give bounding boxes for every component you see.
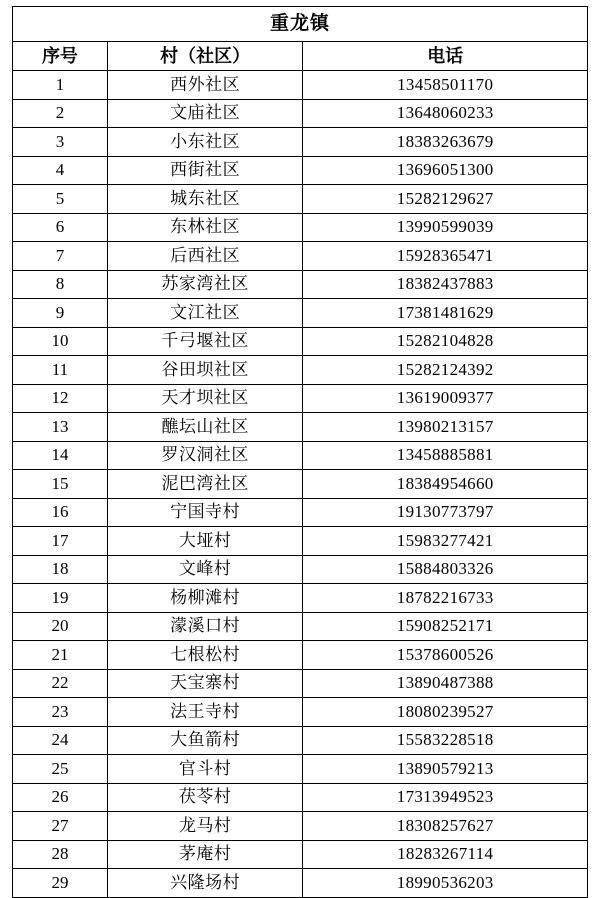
cell-village: 天才坝社区 (107, 384, 303, 413)
cell-phone: 15282129627 (303, 185, 588, 214)
cell-village: 千弓堰社区 (107, 327, 303, 356)
cell-village: 城东社区 (107, 185, 303, 214)
cell-phone: 18382437883 (303, 270, 588, 299)
cell-index: 12 (13, 384, 108, 413)
cell-village: 小东社区 (107, 128, 303, 157)
cell-phone: 15583228518 (303, 726, 588, 755)
table-row (13, 384, 588, 413)
table-row (13, 869, 588, 898)
table-row (13, 498, 588, 527)
table-body (13, 7, 588, 898)
table-row (13, 726, 588, 755)
cell-village: 宁国寺村 (107, 498, 303, 527)
cell-index: 17 (13, 527, 108, 556)
cell-phone: 19130773797 (303, 498, 588, 527)
table-row (13, 584, 588, 613)
table-row (13, 413, 588, 442)
cell-phone: 13458885881 (303, 441, 588, 470)
cell-index: 24 (13, 726, 108, 755)
table-header-row (13, 42, 588, 71)
cell-index: 21 (13, 641, 108, 670)
table-row (13, 698, 588, 727)
column-header-phone: 电话 (303, 42, 588, 71)
table-row (13, 128, 588, 157)
cell-index: 23 (13, 698, 108, 727)
table-row (13, 185, 588, 214)
cell-index: 29 (13, 869, 108, 898)
cell-phone: 18990536203 (303, 869, 588, 898)
table-row (13, 783, 588, 812)
table-row (13, 242, 588, 271)
cell-phone: 17313949523 (303, 783, 588, 812)
cell-village: 茯苓村 (107, 783, 303, 812)
cell-index: 2 (13, 99, 108, 128)
cell-village: 苏家湾社区 (107, 270, 303, 299)
cell-village: 大鱼箭村 (107, 726, 303, 755)
cell-village: 谷田坝社区 (107, 356, 303, 385)
cell-index: 10 (13, 327, 108, 356)
cell-village: 泥巴湾社区 (107, 470, 303, 499)
cell-phone: 17381481629 (303, 299, 588, 328)
cell-phone: 18080239527 (303, 698, 588, 727)
cell-phone: 13619009377 (303, 384, 588, 413)
cell-index: 13 (13, 413, 108, 442)
table-row (13, 356, 588, 385)
table-row (13, 71, 588, 100)
table-row (13, 299, 588, 328)
cell-phone: 15282124392 (303, 356, 588, 385)
cell-village: 罗汉洞社区 (107, 441, 303, 470)
cell-village: 濛溪口村 (107, 612, 303, 641)
cell-phone: 13648060233 (303, 99, 588, 128)
cell-index: 5 (13, 185, 108, 214)
cell-index: 26 (13, 783, 108, 812)
cell-village: 茅庵村 (107, 840, 303, 869)
cell-village: 大垭村 (107, 527, 303, 556)
cell-phone: 18782216733 (303, 584, 588, 613)
cell-index: 1 (13, 71, 108, 100)
cell-index: 27 (13, 812, 108, 841)
cell-village: 后西社区 (107, 242, 303, 271)
column-header-index: 序号 (13, 42, 108, 71)
table-row (13, 669, 588, 698)
cell-village: 兴隆场村 (107, 869, 303, 898)
village-contact-table (12, 6, 588, 898)
cell-phone: 18384954660 (303, 470, 588, 499)
cell-phone: 13980213157 (303, 413, 588, 442)
cell-phone: 13890579213 (303, 755, 588, 784)
cell-village: 七根松村 (107, 641, 303, 670)
cell-phone: 18308257627 (303, 812, 588, 841)
cell-village: 醮坛山社区 (107, 413, 303, 442)
table-row (13, 641, 588, 670)
cell-phone: 13458501170 (303, 71, 588, 100)
cell-index: 7 (13, 242, 108, 271)
cell-phone: 15908252171 (303, 612, 588, 641)
table-row (13, 99, 588, 128)
table-row (13, 470, 588, 499)
cell-village: 文江社区 (107, 299, 303, 328)
cell-village: 东林社区 (107, 213, 303, 242)
cell-index: 25 (13, 755, 108, 784)
cell-village: 龙马村 (107, 812, 303, 841)
table-row (13, 755, 588, 784)
cell-village: 西街社区 (107, 156, 303, 185)
cell-phone: 15928365471 (303, 242, 588, 271)
cell-index: 15 (13, 470, 108, 499)
cell-index: 11 (13, 356, 108, 385)
table-row (13, 555, 588, 584)
cell-index: 19 (13, 584, 108, 613)
table-row (13, 441, 588, 470)
cell-village: 杨柳滩村 (107, 584, 303, 613)
cell-index: 6 (13, 213, 108, 242)
cell-index: 28 (13, 840, 108, 869)
cell-village: 法王寺村 (107, 698, 303, 727)
table-row (13, 156, 588, 185)
cell-village: 天宝寨村 (107, 669, 303, 698)
cell-village: 文峰村 (107, 555, 303, 584)
cell-index: 8 (13, 270, 108, 299)
cell-village: 西外社区 (107, 71, 303, 100)
cell-village: 文庙社区 (107, 99, 303, 128)
table-row (13, 270, 588, 299)
cell-index: 22 (13, 669, 108, 698)
cell-phone: 15884803326 (303, 555, 588, 584)
cell-village: 官斗村 (107, 755, 303, 784)
cell-phone: 15378600526 (303, 641, 588, 670)
cell-phone: 13990599039 (303, 213, 588, 242)
table-title-row (13, 7, 588, 42)
cell-phone: 15282104828 (303, 327, 588, 356)
cell-index: 16 (13, 498, 108, 527)
table-row (13, 527, 588, 556)
cell-phone: 13696051300 (303, 156, 588, 185)
cell-phone: 18283267114 (303, 840, 588, 869)
cell-index: 3 (13, 128, 108, 157)
cell-phone: 15983277421 (303, 527, 588, 556)
cell-index: 18 (13, 555, 108, 584)
cell-phone: 18383263679 (303, 128, 588, 157)
cell-index: 20 (13, 612, 108, 641)
column-header-village: 村（社区） (107, 42, 303, 71)
table-row (13, 612, 588, 641)
table-row (13, 213, 588, 242)
table-row (13, 327, 588, 356)
table-row (13, 812, 588, 841)
cell-index: 14 (13, 441, 108, 470)
cell-index: 9 (13, 299, 108, 328)
page-title: 重龙镇 (13, 7, 588, 42)
cell-phone: 13890487388 (303, 669, 588, 698)
cell-index: 4 (13, 156, 108, 185)
table-row (13, 840, 588, 869)
